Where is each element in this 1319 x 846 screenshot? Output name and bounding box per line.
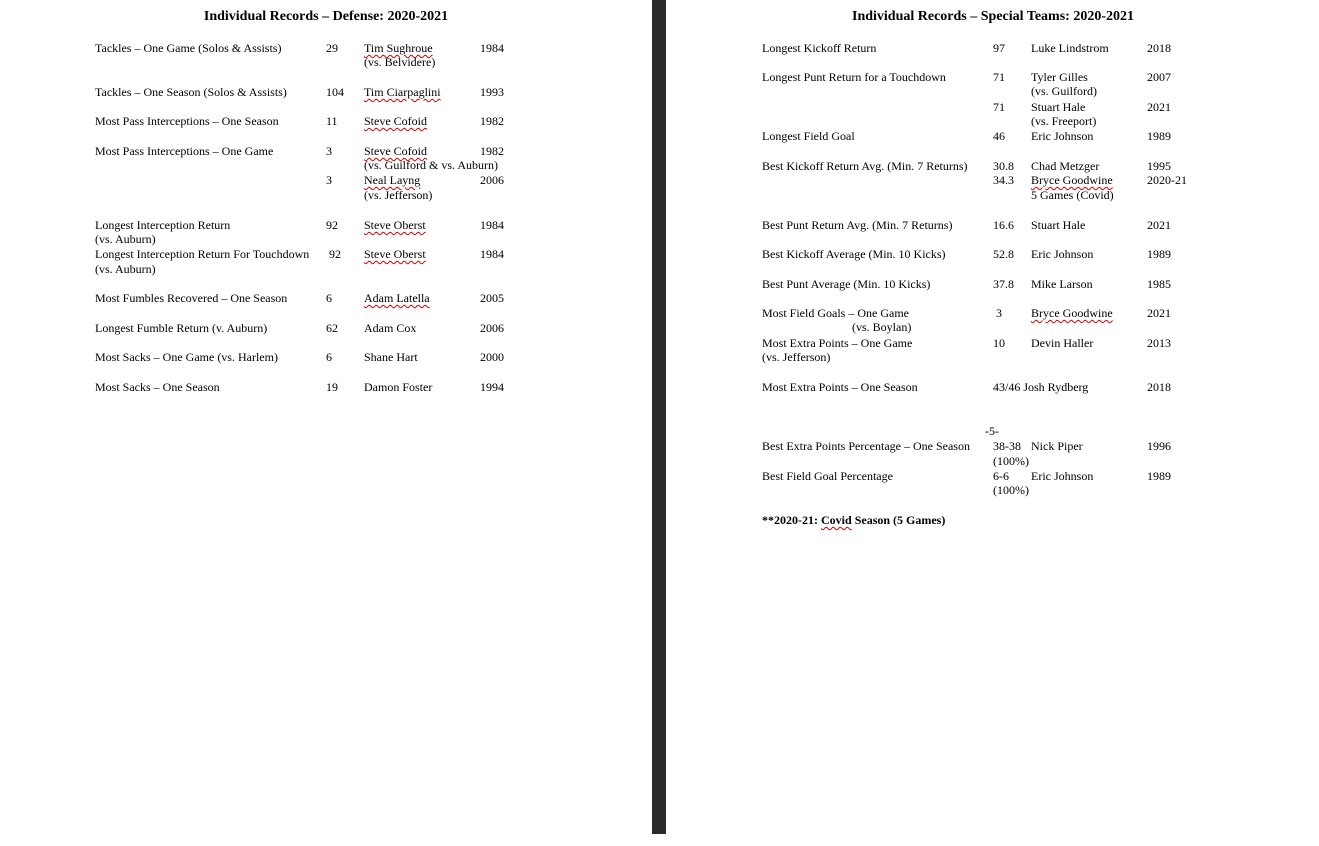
st-record-label: Longest Kickoff Return: [762, 41, 877, 55]
defense-record-year: 2006: [480, 173, 504, 187]
defense-record-value: 104: [326, 85, 344, 99]
defense-record-year: 2006: [480, 321, 504, 335]
st-record-value: 3: [996, 306, 1002, 320]
defense-record-name: Adam Cox: [364, 321, 417, 335]
st-record-note: (vs. Freeport): [1031, 114, 1097, 128]
st-record-value: 37.8: [993, 277, 1014, 291]
st-record-name: Devin Haller: [1031, 336, 1094, 350]
st-record-label-sub: (vs. Boylan): [852, 320, 912, 334]
defense-record-label: Longest Interception Return: [95, 218, 231, 232]
defense-record-value: 3: [326, 173, 332, 187]
st-record-value: 38-38: [993, 439, 1021, 453]
st-record-year: 1995: [1147, 159, 1171, 173]
defense-record-name: Tim Ciarpaglini: [364, 85, 441, 99]
st-record-value: 10: [993, 336, 1005, 350]
left-page: [0, 0, 652, 834]
st-record-label: Best Kickoff Return Avg. (Min. 7 Returns): [762, 159, 968, 173]
page-gutter: [652, 0, 666, 834]
defense-record-value: 19: [326, 380, 338, 394]
st-record-name: Bryce Goodwine: [1031, 173, 1113, 187]
st-record-year: 2021: [1147, 306, 1171, 320]
defense-record-name: Steve Oberst: [364, 218, 426, 232]
defense-record-note: (vs. Belvidere): [364, 55, 436, 69]
defense-record-year: 1993: [480, 85, 504, 99]
defense-record-label: Tackles – One Season (Solos & Assists): [95, 85, 287, 99]
defense-record-value: 92: [326, 218, 338, 232]
st-record-value: 43/46 Josh Rydberg: [993, 380, 1089, 394]
st-record-value: 46: [993, 129, 1005, 143]
st-record-value: 71: [993, 70, 1005, 84]
st-record-label: Most Extra Points – One Game: [762, 336, 913, 350]
defense-record-name: Steve Cofoid: [364, 144, 427, 158]
st-record-name: Stuart Hale: [1031, 218, 1086, 232]
special-teams-title: Individual Records – Special Teams: 2020-2021: [852, 9, 1134, 24]
defense-record-label: Most Sacks – One Season: [95, 380, 220, 394]
defense-record-name: Adam Latella: [364, 291, 430, 305]
defense-record-value: 92: [329, 247, 341, 261]
defense-title: Individual Records – Defense: 2020-2021: [203, 9, 449, 24]
defense-record-year: 1984: [480, 41, 504, 55]
defense-record-value: 3: [326, 144, 332, 158]
st-record-value: 71: [993, 100, 1005, 114]
st-record-year: 1989: [1147, 469, 1171, 483]
st-record-label: Most Field Goals – One Game: [762, 306, 909, 320]
defense-record-label: Most Fumbles Recovered – One Season: [95, 291, 288, 305]
st-record-label: Most Extra Points – One Season: [762, 380, 918, 394]
defense-record-note: (vs. Guilford & vs. Auburn): [364, 158, 498, 172]
defense-record-year: 2000: [480, 350, 504, 364]
st-record-name: Stuart Hale: [1031, 100, 1086, 114]
defense-record-value: 11: [326, 114, 338, 128]
defense-record-label: Longest Interception Return For Touchdown: [95, 247, 310, 261]
st-record-year: 1985: [1147, 277, 1171, 291]
st-record-label: Best Punt Average (Min. 10 Kicks): [762, 277, 931, 291]
st-record-year: 2020-21: [1147, 173, 1187, 187]
st-record-name: Eric Johnson: [1031, 469, 1094, 483]
defense-record-value: 62: [326, 321, 338, 335]
st-record-year: 2021: [1147, 218, 1171, 232]
right-page: [666, 0, 1319, 834]
st-record-value: 16.6: [993, 218, 1014, 232]
defense-record-name: Neal Layng: [364, 173, 421, 187]
footnote-prefix: **2020-21:: [762, 513, 821, 527]
st-record-name: Eric Johnson: [1031, 247, 1094, 261]
st-record-label: Best Punt Return Avg. (Min. 7 Returns): [762, 218, 953, 232]
defense-record-year: 1982: [480, 144, 504, 158]
defense-record-year: 1984: [480, 247, 504, 261]
st-record-label: Longest Punt Return for a Touchdown: [762, 70, 946, 84]
defense-record-name: Steve Oberst: [364, 247, 426, 261]
defense-record-note: (vs. Jefferson): [364, 188, 433, 202]
defense-record-label: Most Pass Interceptions – One Season: [95, 114, 279, 128]
defense-record-label: Tackles – One Game (Solos & Assists): [95, 41, 282, 55]
defense-record-label: Longest Fumble Return (v. Auburn): [95, 321, 268, 335]
st-record-name: Luke Lindstrom: [1031, 41, 1109, 55]
st-record-value: 52.8: [993, 247, 1014, 261]
defense-record-name: Tim Sughroue: [364, 41, 433, 55]
st-record-name: Tyler Gilles: [1031, 70, 1088, 84]
defense-record-name: Steve Cofoid: [364, 114, 427, 128]
st-record-label: Best Kickoff Average (Min. 10 Kicks): [762, 247, 946, 261]
st-record-value-sub: (100%): [993, 454, 1029, 468]
defense-record-value: 6: [326, 350, 332, 364]
st-record-year: 1989: [1147, 247, 1171, 261]
st-record-year: 1989: [1147, 129, 1171, 143]
st-record-year: 2018: [1147, 41, 1171, 55]
st-record-year: 2021: [1147, 100, 1171, 114]
st-record-value: 97: [993, 41, 1005, 55]
st-record-label: Best Extra Points Percentage – One Season: [762, 439, 970, 453]
defense-record-year: 2005: [480, 291, 504, 305]
st-record-label-sub: (vs. Jefferson): [762, 350, 831, 364]
page-number: -5-: [985, 424, 999, 438]
st-record-value: 6-6: [993, 469, 1009, 483]
st-record-name: Mike Larson: [1031, 277, 1093, 291]
st-record-year: 1996: [1147, 439, 1171, 453]
bottom-strip: [0, 834, 1319, 846]
defense-record-label-sub: (vs. Auburn): [95, 232, 156, 246]
st-record-label: Longest Field Goal: [762, 129, 855, 143]
defense-record-name: Shane Hart: [364, 350, 418, 364]
defense-record-label-sub: (vs. Auburn): [95, 262, 156, 276]
st-record-name: Chad Metzger: [1031, 159, 1100, 173]
st-record-year: 2007: [1147, 70, 1171, 84]
st-record-year: 2018: [1147, 380, 1171, 394]
defense-record-value: 6: [326, 291, 332, 305]
defense-record-year: 1984: [480, 218, 504, 232]
st-record-name: Eric Johnson: [1031, 129, 1094, 143]
st-record-year: 2013: [1147, 336, 1171, 350]
footnote-suffix: Season (5 Games): [851, 513, 946, 527]
st-record-note: (vs. Guilford): [1031, 84, 1097, 98]
defense-record-label: Most Sacks – One Game (vs. Harlem): [95, 350, 278, 364]
defense-record-name: Damon Foster: [364, 380, 433, 394]
st-record-value: 30.8: [993, 159, 1014, 173]
st-record-name: Nick Piper: [1031, 439, 1083, 453]
defense-record-year: 1994: [480, 380, 504, 394]
st-record-label: Best Field Goal Percentage: [762, 469, 893, 483]
st-record-value-sub: (100%): [993, 483, 1029, 497]
footnote: [762, 513, 945, 527]
defense-record-label: Most Pass Interceptions – One Game: [95, 144, 274, 158]
footnote-covid-word: Covid: [821, 513, 852, 527]
st-record-value: 34.3: [993, 173, 1014, 187]
defense-record-year: 1982: [480, 114, 504, 128]
st-record-note: 5 Games (Covid): [1031, 188, 1114, 202]
defense-record-value: 29: [326, 41, 338, 55]
st-record-name: Bryce Goodwine: [1031, 306, 1113, 320]
